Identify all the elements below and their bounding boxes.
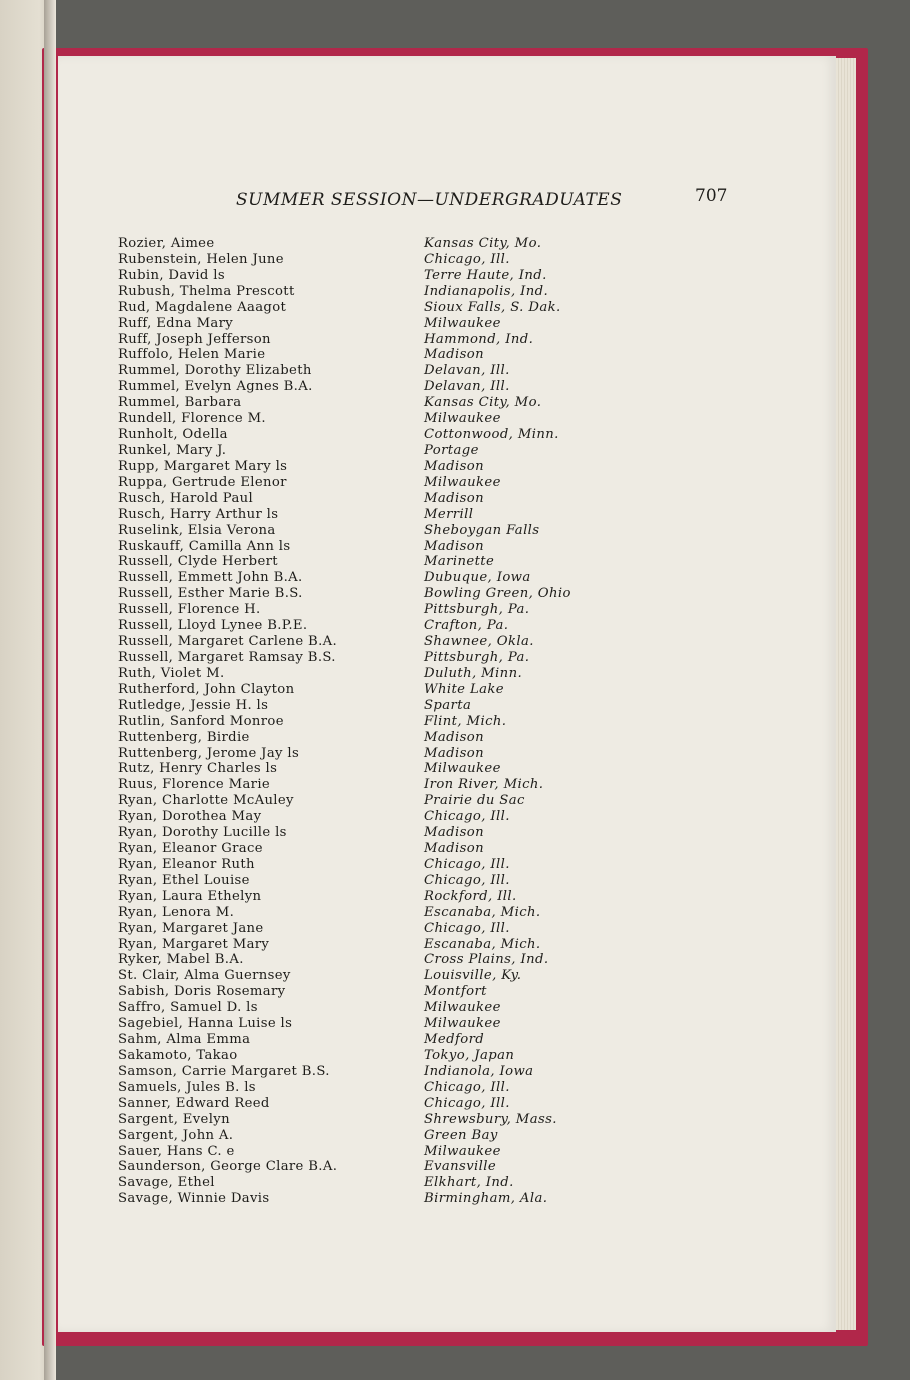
student-name: Ryan, Lenora M. (118, 904, 235, 920)
student-name: Rummel, Barbara (118, 395, 242, 411)
student-name: Rubenstein, Helen June (118, 251, 284, 267)
list-item (118, 332, 638, 348)
student-name: Rundell, Florence M. (118, 411, 266, 427)
list-item (118, 395, 638, 411)
list-item (118, 618, 638, 634)
student-name: Russell, Esther Marie B.S. (118, 586, 303, 602)
student-hometown: Escanaba, Mich. (424, 936, 541, 952)
list-item (118, 236, 638, 252)
student-hometown: Chicago, Ill. (424, 1095, 510, 1111)
student-name: Ryan, Charlotte McAuley (118, 793, 294, 809)
student-name: Ruffolo, Helen Marie (118, 347, 266, 363)
student-name: Russell, Margaret Ramsay B.S. (118, 649, 336, 665)
list-item (118, 937, 638, 953)
student-name: St. Clair, Alma Guernsey (118, 968, 291, 984)
student-name: Sahm, Alma Emma (118, 1032, 251, 1048)
list-item (118, 682, 638, 698)
student-hometown: Medford (424, 1032, 485, 1048)
list-item (118, 1016, 638, 1032)
student-hometown: Cottonwood, Minn. (424, 427, 559, 443)
student-name: Ryan, Ethel Louise (118, 872, 250, 888)
student-name: Sabish, Doris Rosemary (118, 984, 286, 1000)
student-name: Ryan, Laura Ethelyn (118, 888, 262, 904)
list-item (118, 714, 638, 730)
student-hometown: Tokyo, Japan (424, 1048, 515, 1064)
list-item (118, 1128, 638, 1144)
student-hometown: Madison (424, 825, 485, 841)
student-hometown: Madison (424, 347, 485, 363)
student-name: Rutherford, John Clayton (118, 681, 295, 697)
student-hometown: Louisville, Ky. (424, 968, 522, 984)
student-hometown: Milwaukee (424, 474, 501, 490)
student-name: Rusch, Harold Paul (118, 490, 254, 506)
list-item (118, 730, 638, 746)
student-name: Rutlin, Sanford Monroe (118, 713, 284, 729)
student-hometown: Rockford, Ill. (424, 888, 517, 904)
student-hometown: Madison (424, 729, 485, 745)
list-item (118, 650, 638, 666)
student-hometown: Madison (424, 841, 485, 857)
list-item (118, 1191, 638, 1207)
student-hometown: Iron River, Mich. (424, 777, 544, 793)
student-name: Russell, Clyde Herbert (118, 554, 278, 570)
list-item (118, 841, 638, 857)
student-hometown: Chicago, Ill. (424, 920, 510, 936)
student-name: Savage, Ethel (118, 1175, 215, 1191)
student-hometown: Madison (424, 745, 485, 761)
student-name: Savage, Winnie Davis (118, 1191, 270, 1207)
list-item (118, 411, 638, 427)
student-hometown: Milwaukee (424, 761, 501, 777)
student-hometown: Chicago, Ill. (424, 872, 510, 888)
book-gutter (44, 0, 56, 1380)
student-hometown: Green Bay (424, 1127, 498, 1143)
student-hometown: Cross Plains, Ind. (424, 952, 549, 968)
student-hometown: Kansas City, Mo. (424, 395, 542, 411)
student-name: Sakamoto, Takao (118, 1048, 238, 1064)
student-hometown: Sheboygan Falls (424, 522, 540, 538)
student-name: Ryan, Dorothea May (118, 809, 262, 825)
student-hometown: Sparta (424, 697, 472, 713)
student-hometown: Madison (424, 458, 485, 474)
student-name: Russell, Lloyd Lynee B.P.E. (118, 618, 308, 634)
student-hometown: Marinette (424, 554, 495, 570)
student-hometown: Shrewsbury, Mass. (424, 1111, 557, 1127)
student-hometown: Chicago, Ill. (424, 856, 510, 872)
student-name: Russell, Margaret Carlene B.A. (118, 634, 338, 650)
list-item (118, 268, 638, 284)
student-name: Rummel, Dorothy Elizabeth (118, 363, 312, 379)
student-name: Samuels, Jules B. ls (118, 1079, 256, 1095)
list-item (118, 793, 638, 809)
list-item (118, 284, 638, 300)
student-hometown: Milwaukee (424, 1000, 501, 1016)
list-item (118, 905, 638, 921)
student-hometown: Madison (424, 538, 485, 554)
student-hometown: Montfort (424, 984, 487, 1000)
student-hometown: Delavan, Ill. (424, 379, 510, 395)
list-item (118, 1032, 638, 1048)
student-hometown: Evansville (424, 1159, 497, 1175)
student-hometown: Hammond, Ind. (424, 331, 534, 347)
student-hometown: Prairie du Sac (424, 793, 525, 809)
student-hometown: Crafton, Pa. (424, 618, 509, 634)
student-hometown: Portage (424, 442, 479, 458)
student-name: Saffro, Samuel D. ls (118, 1000, 258, 1016)
student-hometown: Merrill (424, 506, 474, 522)
student-name: Rozier, Aimee (118, 236, 215, 251)
student-name: Ryan, Dorothy Lucille ls (118, 825, 287, 841)
student-name: Ryan, Eleanor Grace (118, 841, 263, 857)
list-item (118, 459, 638, 475)
student-name: Ruttenberg, Birdie (118, 729, 250, 745)
list-item (118, 984, 638, 1000)
student-name: Rummel, Evelyn Agnes B.A. (118, 379, 313, 395)
student-hometown: Indianapolis, Ind. (424, 283, 549, 299)
page-stack-edge (836, 58, 856, 1330)
student-hometown: Dubuque, Iowa (424, 570, 531, 586)
student-hometown: Shawnee, Okla. (424, 634, 534, 650)
student-hometown: Chicago, Ill. (424, 1079, 510, 1095)
student-name: Ruppa, Gertrude Elenor (118, 474, 287, 490)
list-item (118, 809, 638, 825)
student-hometown: Birmingham, Ala. (424, 1191, 548, 1207)
list-item (118, 1000, 638, 1016)
list-item (118, 475, 638, 491)
student-name: Rud, Magdalene Aaagot (118, 299, 287, 315)
student-hometown: Indianola, Iowa (424, 1063, 534, 1079)
list-item (118, 698, 638, 714)
list-item (118, 602, 638, 618)
list-item (118, 1159, 638, 1175)
list-item (118, 491, 638, 507)
student-name: Ryan, Margaret Jane (118, 920, 264, 936)
student-hometown: Chicago, Ill. (424, 809, 510, 825)
running-header: SUMMER SESSION—UNDERGRADUATES (236, 190, 623, 210)
student-name: Ruth, Violet M. (118, 665, 225, 681)
student-name: Rubin, David ls (118, 267, 225, 283)
list-item (118, 443, 638, 459)
student-hometown: Sioux Falls, S. Dak. (424, 299, 561, 315)
list-item (118, 1112, 638, 1128)
student-hometown: Kansas City, Mo. (424, 236, 542, 251)
student-name: Rutz, Henry Charles ls (118, 761, 278, 777)
student-name: Ruttenberg, Jerome Jay ls (118, 745, 300, 761)
list-item (118, 539, 638, 555)
student-name: Samson, Carrie Margaret B.S. (118, 1063, 330, 1079)
list-item (118, 873, 638, 889)
student-name: Sanner, Edward Reed (118, 1095, 270, 1111)
list-item (118, 347, 638, 363)
student-hometown: Milwaukee (424, 1016, 501, 1032)
student-hometown: Bowling Green, Ohio (424, 586, 571, 602)
student-name: Rupp, Margaret Mary ls (118, 458, 288, 474)
student-name: Ruff, Edna Mary (118, 315, 234, 331)
student-name: Sagebiel, Hanna Luise ls (118, 1016, 293, 1032)
student-name: Ruselink, Elsia Verona (118, 522, 276, 538)
student-hometown: Escanaba, Mich. (424, 904, 541, 920)
list-item (118, 666, 638, 682)
list-item (118, 252, 638, 268)
list-item (118, 300, 638, 316)
student-name: Rutledge, Jessie H. ls (118, 697, 269, 713)
list-item (118, 523, 638, 539)
student-name: Ryan, Eleanor Ruth (118, 856, 255, 872)
student-hometown: White Lake (424, 681, 504, 697)
student-name: Russell, Emmett John B.A. (118, 570, 303, 586)
list-item (118, 1080, 638, 1096)
student-name: Runholt, Odella (118, 427, 228, 443)
student-name: Ryan, Margaret Mary (118, 936, 270, 952)
list-item (118, 1064, 638, 1080)
student-hometown: Flint, Mich. (424, 713, 507, 729)
student-name: Ruus, Florence Marie (118, 777, 271, 793)
student-name: Rusch, Harry Arthur ls (118, 506, 279, 522)
student-name: Ryker, Mabel B.A. (118, 952, 244, 968)
student-name: Runkel, Mary J. (118, 442, 227, 458)
list-item (118, 586, 638, 602)
student-hometown: Chicago, Ill. (424, 251, 510, 267)
student-hometown: Duluth, Minn. (424, 665, 523, 681)
page-number: 707 (695, 186, 728, 206)
list-item (118, 316, 638, 332)
student-hometown: Milwaukee (424, 1143, 501, 1159)
list-item (118, 761, 638, 777)
list-item (118, 634, 638, 650)
list-item (118, 554, 638, 570)
student-name: Ruff, Joseph Jefferson (118, 331, 271, 347)
list-item (118, 857, 638, 873)
student-hometown: Delavan, Ill. (424, 363, 510, 379)
list-item (118, 570, 638, 586)
list-item (118, 952, 638, 968)
list-item (118, 1144, 638, 1160)
student-name: Russell, Florence H. (118, 602, 261, 618)
list-item (118, 507, 638, 523)
list-item (118, 1096, 638, 1112)
student-name: Sargent, John A. (118, 1127, 234, 1143)
student-name: Saunderson, George Clare B.A. (118, 1159, 338, 1175)
student-name: Rubush, Thelma Prescott (118, 283, 295, 299)
student-hometown: Elkhart, Ind. (424, 1175, 514, 1191)
student-name: Sargent, Evelyn (118, 1111, 230, 1127)
student-name: Ruskauff, Camilla Ann ls (118, 538, 291, 554)
student-hometown: Madison (424, 490, 485, 506)
list-item (118, 968, 638, 984)
student-hometown: Milwaukee (424, 315, 501, 331)
list-item (118, 363, 638, 379)
student-name: Sauer, Hans C. e (118, 1143, 235, 1159)
student-hometown: Terre Haute, Ind. (424, 267, 547, 283)
list-item (118, 921, 638, 937)
list-item (118, 1048, 638, 1064)
list-item (118, 427, 638, 443)
student-list (118, 236, 638, 1207)
list-item (118, 1175, 638, 1191)
list-item (118, 379, 638, 395)
list-item (118, 746, 638, 762)
list-item (118, 889, 638, 905)
student-hometown: Pittsburgh, Pa. (424, 649, 530, 665)
student-hometown: Pittsburgh, Pa. (424, 602, 530, 618)
student-hometown: Milwaukee (424, 411, 501, 427)
list-item (118, 777, 638, 793)
list-item (118, 825, 638, 841)
